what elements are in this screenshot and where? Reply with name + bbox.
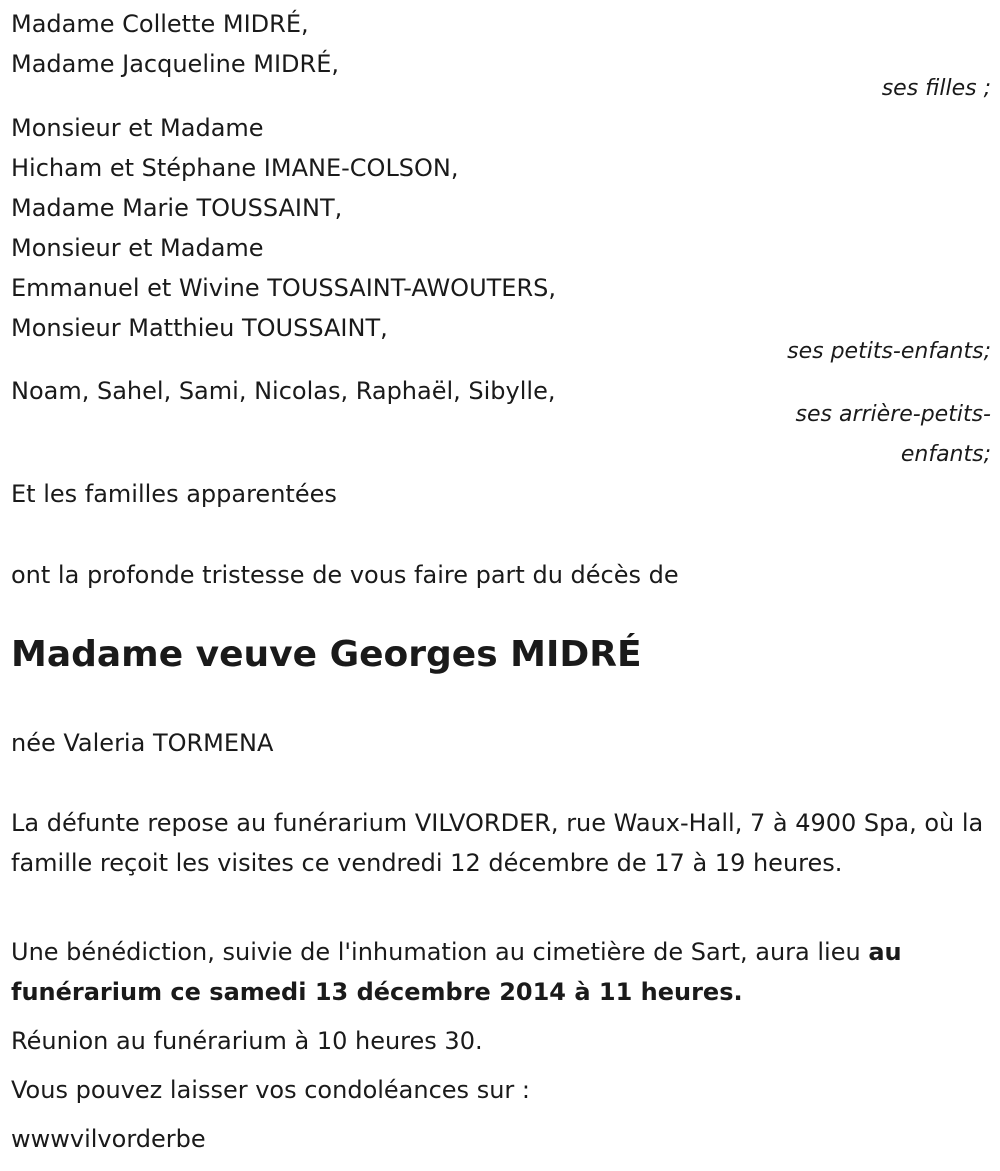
condolences-line: Vous pouvez laisser vos condoléances sur :	[11, 1076, 530, 1104]
families-line: Et les familles apparentées	[11, 480, 337, 508]
meeting-line: Réunion au funérarium à 10 heures 30.	[11, 1027, 483, 1055]
ceremony-paragraph	[11, 932, 986, 1012]
deceased-name: Madame veuve Georges MIDRÉ	[11, 634, 642, 675]
website-link[interactable]: wwwvilvorderbe	[11, 1125, 206, 1153]
daughters-block	[11, 4, 991, 84]
great-grandchildren-names: Noam, Sahel, Sami, Nicolas, Raphaël, Sibylle,	[11, 377, 556, 405]
grandchild-line-5: Emmanuel et Wivine TOUSSAINT-AWOUTERS,	[11, 274, 556, 302]
great-grandchildren-relation-2: enfants;	[900, 442, 991, 467]
maiden-name: née Valeria TORMENA	[11, 729, 274, 757]
daughter-name-1: Madame Collette MIDRÉ,	[11, 10, 309, 38]
grandchild-line-6: Monsieur Matthieu TOUSSAINT,	[11, 314, 388, 342]
grandchildren-relation: ses petits-enfants;	[787, 339, 991, 364]
daughter-name-2: Madame Jacqueline MIDRÉ,	[11, 50, 339, 78]
great-grandchildren-relation-1: ses arrière-petits-	[795, 402, 991, 427]
announcement-line: ont la profonde tristesse de vous faire part du décès de	[11, 561, 679, 589]
grandchildren-block	[11, 108, 991, 348]
funeral-home-paragraph: La défunte repose au funérarium VILVORDER, rue Waux-Hall, 7 à 4900 Spa, où la famille reçoit les visites ce vendredi 12 décembre de 17 à 19 heures.	[11, 809, 984, 877]
ceremony-intro: Une bénédiction, suivie de l'inhumation au cimetière de Sart, aura lieu	[11, 938, 869, 966]
grandchild-line-3: Madame Marie TOUSSAINT,	[11, 194, 343, 222]
grandchild-line-2: Hicham et Stéphane IMANE-COLSON,	[11, 154, 459, 182]
ceremony-time: au funérarium ce samedi 13 décembre 2014 à 11 heures.	[11, 938, 902, 1006]
daughters-relation: ses filles ;	[881, 76, 991, 101]
grandchild-line-4: Monsieur et Madame	[11, 234, 264, 262]
grandchild-line-1: Monsieur et Madame	[11, 114, 264, 142]
